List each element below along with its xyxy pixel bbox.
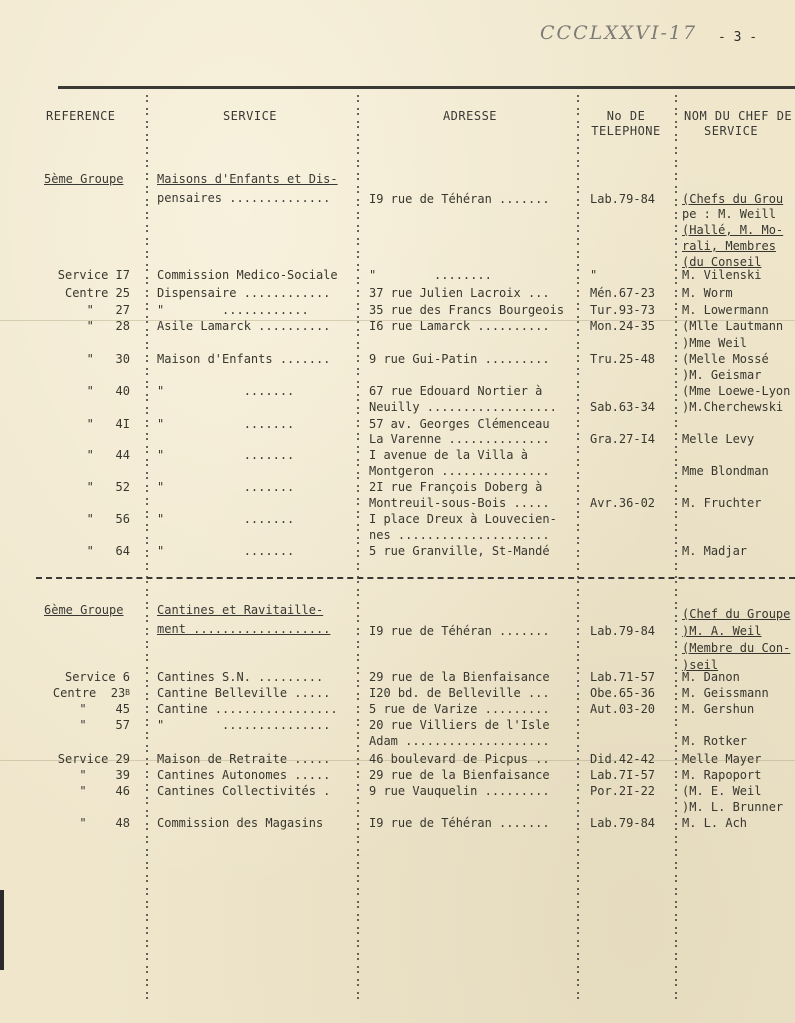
header-telephone-line1: No DE (606, 109, 646, 123)
row-reference: " 57 (79, 718, 130, 732)
row-telephone: Obe.65-36 (590, 686, 656, 700)
row-service: " ............... (157, 718, 331, 732)
row-adresse: I6 rue Lamarck .......... (369, 319, 550, 333)
row-chef: M. Geissmann (682, 686, 769, 700)
group-5-label: 5ème Groupe (44, 172, 124, 186)
row-reference: " 27 (86, 303, 130, 317)
row-service: Cantines S.N. ......... (157, 670, 324, 684)
group-6-chef-line: (Chef du Groupe (682, 607, 791, 621)
row-chef: )M. L. Brunner (682, 800, 784, 814)
group-6-chef-line: )seil (682, 658, 719, 672)
row-adresse: nes ..................... (369, 528, 550, 542)
column-separator: : : : : : : : : : : : : : : : : : : : : : : : : : : : : : : : : : : : : : : : : : : : : : : : : : : : : : : : : : : : : : : : : : : : : : : (574, 91, 582, 1003)
row-service: Commission Medico-Sociale (157, 268, 338, 282)
row-adresse: I avenue de la Villa à (369, 448, 528, 462)
row-chef: M. Worm (682, 286, 733, 300)
row-telephone: Mon.24-35 (590, 319, 656, 333)
row-telephone: Gra.27-I4 (590, 432, 656, 446)
row-chef: M. Danon (682, 670, 740, 684)
row-adresse: 35 rue des Francs Bourgeois (369, 303, 565, 317)
row-reference: " 52 (86, 480, 130, 494)
archive-reference: CCCLXXVI-17 (540, 22, 698, 44)
row-adresse: 9 rue Gui-Patin ......... (369, 352, 550, 366)
header-adresse: ADRESSE (442, 109, 498, 123)
header-telephone (582, 109, 670, 139)
column-separator: : : : : : : : : : : : : : : : : : : : : : : : : : : : : : : : : : : : : : : : : : : : : : : : : : : : : : : : : : : : : : : : : : : : : : : (143, 91, 151, 1003)
row-adresse: I place Dreux à Louvecien- (369, 512, 557, 526)
page-number: - 3 - (718, 30, 758, 45)
row-service: Cantine Belleville ..... (157, 686, 331, 700)
row-chef: M. Lowermann (682, 303, 769, 317)
scan-edge (0, 890, 4, 970)
row-reference: " 46 (79, 784, 130, 798)
row-chef: M. Vilenski (682, 268, 762, 282)
row-service: Dispensaire ............ (157, 286, 331, 300)
row-reference: Centre 25 (64, 286, 130, 300)
row-chef: M. Fruchter (682, 496, 762, 510)
row-service: " ....... (157, 544, 295, 558)
row-adresse: 29 rue de la Bienfaisance (369, 768, 550, 782)
row-adresse: Montreuil-sous-Bois ..... (369, 496, 550, 510)
group-5-chef-line: rali, Membres (682, 239, 776, 253)
group-5-service-line2: pensaires .............. (157, 191, 331, 205)
row-reference: " 44 (86, 448, 130, 462)
row-service: Maison de Retraite ..... (157, 752, 331, 766)
row-adresse: 46 boulevard de Picpus .. (369, 752, 550, 766)
row-chef: (M. E. Weil (682, 784, 762, 798)
row-adresse: Neuilly .................. (369, 400, 557, 414)
row-telephone: Lab.7I-57 (590, 768, 656, 782)
row-chef: (Melle Mossé (682, 352, 769, 366)
row-reference-suffix: B (125, 688, 130, 697)
row-service: " ....... (157, 417, 295, 431)
row-adresse: 67 rue Edouard Nortier à (369, 384, 543, 398)
group-5-chef-line: pe : M. Weill (682, 207, 776, 221)
header-service: SERVICE (222, 109, 278, 123)
group-5-chef (682, 192, 795, 270)
row-reference: " 48 (79, 816, 130, 830)
row-service: Asile Lamarck .......... (157, 319, 331, 333)
row-adresse: 5 rue Granville, St-Mandé (369, 544, 550, 558)
group-6-chef (682, 606, 795, 674)
table-top-rule (58, 86, 795, 89)
row-adresse: 9 rue Vauquelin ......... (369, 784, 550, 798)
row-chef: Melle Levy (682, 432, 755, 446)
row-service: Cantines Autonomes ..... (157, 768, 331, 782)
group-6-telephone: Lab.79-84 (590, 624, 656, 638)
row-adresse: " ........ (369, 268, 492, 282)
row-adresse: Adam .................... (369, 734, 550, 748)
row-telephone: Tru.25-48 (590, 352, 656, 366)
column-separator: : : : : : : : : : : : : : : : : : : : : : : : : : : : : : : : : : : : : : : : : : : : : : : : : : : : : : : : : : : : : : : : : : : : : : : (672, 91, 680, 1003)
row-adresse: 29 rue de la Bienfaisance (369, 670, 550, 684)
header-reference: REFERENCE (46, 109, 116, 123)
row-chef: )M.Cherchewski (682, 400, 784, 414)
row-telephone: Sab.63-34 (590, 400, 656, 414)
row-telephone: " (590, 268, 598, 282)
row-telephone: Mén.67-23 (590, 286, 656, 300)
row-telephone: Avr.36-02 (590, 496, 656, 510)
row-telephone: Did.42-42 (590, 752, 656, 766)
group-5-chef-line: (Chefs du Grou (682, 192, 784, 206)
group-6-service-line1: Cantines et Ravitaille- (157, 603, 324, 617)
header-telephone-line2: TELEPHONE (591, 124, 661, 138)
group-6-chef-line: )M. A. Weil (682, 624, 762, 638)
row-chef: Melle Mayer (682, 752, 762, 766)
row-reference: " 45 (79, 702, 130, 716)
row-service: Cantines Collectivités . (157, 784, 331, 798)
row-adresse: Montgeron ............... (369, 464, 550, 478)
row-service: Maison d'Enfants ....... (157, 352, 331, 366)
row-reference: " 39 (79, 768, 130, 782)
row-adresse: I9 rue de Téhéran ....... (369, 816, 550, 830)
row-reference: Service 6 (64, 670, 130, 684)
row-reference: " 56 (86, 512, 130, 526)
row-chef: M. Madjar (682, 544, 748, 558)
row-chef: (Mme Loewe-Lyon (682, 384, 791, 398)
group-6-adresse: I9 rue de Téhéran ....... (369, 624, 550, 638)
group-5-chef-line: (Hallé, M. Mo- (682, 223, 784, 237)
row-reference: " 4I (86, 417, 130, 431)
row-telephone: Por.2I-22 (590, 784, 656, 798)
row-reference: " 30 (86, 352, 130, 366)
row-telephone: Aut.03-20 (590, 702, 656, 716)
row-telephone: Lab.71-57 (590, 670, 656, 684)
row-chef: M. Gershun (682, 702, 755, 716)
row-reference: Service I7 (57, 268, 130, 282)
row-adresse: 37 rue Julien Lacroix ... (369, 286, 550, 300)
row-reference: Centre $23^B$ (52, 686, 130, 700)
row-chef: M. Rapoport (682, 768, 762, 782)
row-chef: (Mlle Lautmann (682, 319, 784, 333)
row-reference: " 64 (86, 544, 130, 558)
row-reference: Service 29 (57, 752, 130, 766)
row-adresse: La Varenne .............. (369, 432, 550, 446)
row-chef: )M. Geismar (682, 368, 762, 382)
header-chef-line2: SERVICE (704, 124, 759, 138)
group-6-chef-line: (Membre du Con- (682, 641, 791, 655)
row-service: " ....... (157, 512, 295, 526)
row-service: " ....... (157, 448, 295, 462)
header-chef (684, 109, 795, 139)
row-adresse: 2I rue François Doberg à (369, 480, 543, 494)
group-6-service-line2: ment ................... (157, 622, 331, 636)
row-chef: M. L. Ach (682, 816, 748, 830)
row-service: " ....... (157, 480, 295, 494)
row-telephone: Tur.93-73 (590, 303, 656, 317)
row-telephone: Lab.79-84 (590, 816, 656, 830)
row-adresse: 20 rue Villiers de l'Isle (369, 718, 550, 732)
group-5-service-line1: Maisons d'Enfants et Dis- (157, 172, 338, 186)
row-service: " ............ (157, 303, 309, 317)
group-6-label: 6ème Groupe (44, 603, 124, 617)
column-separator: : : : : : : : : : : : : : : : : : : : : : : : : : : : : : : : : : : : : : : : : : : : : : : : : : : : : : : : : : : : : : : : : : : : : : : (354, 91, 362, 1003)
row-chef: )Mme Weil (682, 336, 748, 350)
row-adresse: 57 av. Georges Clémenceau (369, 417, 550, 431)
group-5-chef-line: (du Conseil (682, 255, 762, 269)
row-adresse: I20 bd. de Belleville ... (369, 686, 550, 700)
group-5-adresse: I9 rue de Téhéran ....... (369, 192, 550, 206)
group-5-telephone: Lab.79-84 (590, 192, 656, 206)
row-service: Commission des Magasins (157, 816, 324, 830)
row-service: " ....... (157, 384, 295, 398)
row-chef: Mme Blondman (682, 464, 769, 478)
row-reference: " 28 (86, 319, 130, 333)
row-service: Cantine ................. (157, 702, 338, 716)
row-adresse: 5 rue de Varize ......... (369, 702, 550, 716)
header-chef-line1: NOM DU CHEF DE (684, 109, 793, 123)
row-chef: M. Rotker (682, 734, 748, 748)
row-reference: " 40 (86, 384, 130, 398)
